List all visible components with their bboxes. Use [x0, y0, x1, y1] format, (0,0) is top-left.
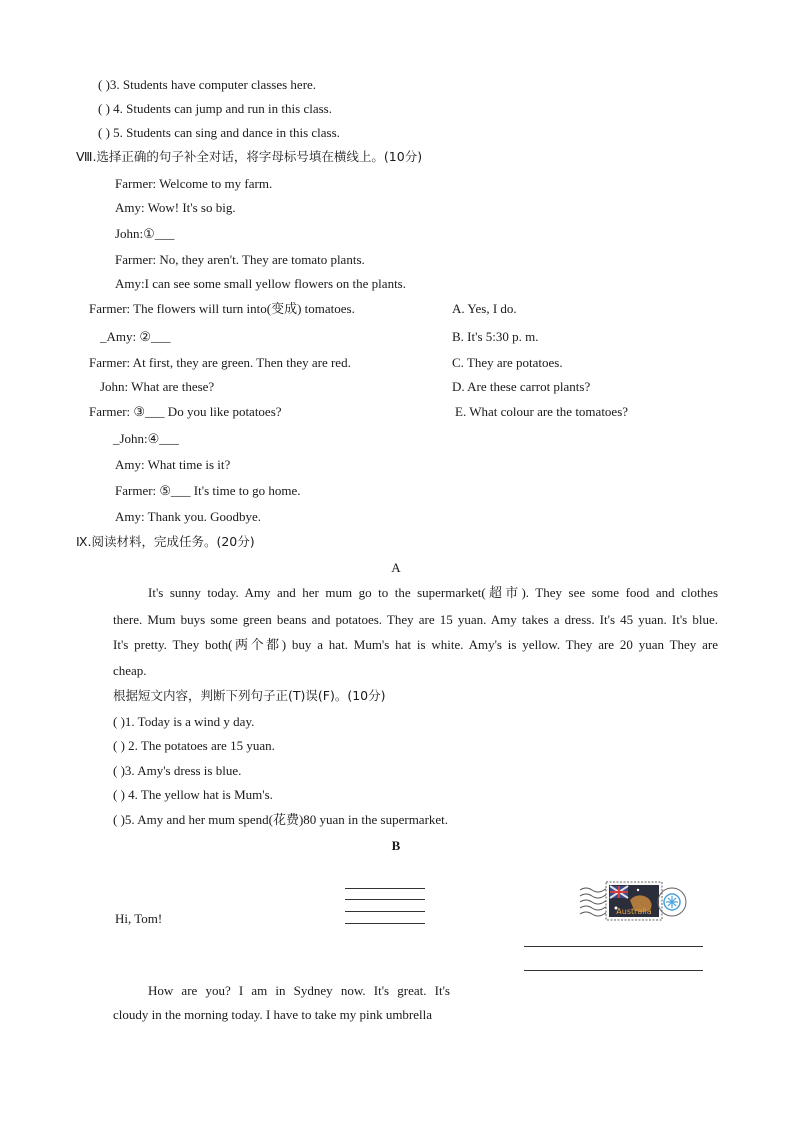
section9-heading: Ⅸ.阅读材料，完成任务。(20分)	[76, 534, 255, 549]
dialogue-line: John:①___	[115, 226, 175, 241]
option-b: B. It's 5:30 p. m.	[452, 329, 539, 344]
dialogue-line: Farmer: Welcome to my farm.	[115, 176, 273, 191]
dialogue-line: _John:④___	[113, 431, 179, 446]
tf-question-4: ( ) 4. The yellow hat is Mum's.	[113, 787, 273, 802]
dialogue-line: Farmer: At first, they are green. Then they are red.	[89, 355, 351, 370]
dialogue-line: Amy: What time is it?	[115, 457, 231, 472]
stamp-text: Australia	[616, 907, 652, 916]
dialogue-line: Amy: Thank you. Goodbye.	[115, 509, 261, 524]
option-a: A. Yes, I do.	[452, 301, 517, 316]
passage-line: It's pretty. They both(两个都) buy a hat. Mum's hat is white. Amy's is yellow. They are 20 yuan They are	[113, 637, 718, 652]
section8-heading: Ⅷ.选择正确的句子补全对话，将字母标号填在横线上。(10分)	[76, 149, 423, 164]
option-d: D. Are these carrot plants?	[452, 379, 591, 394]
option-e: E. What colour are the tomatoes?	[455, 404, 629, 419]
prev-question-4: ( ) 4. Students can jump and run in this class.	[98, 101, 332, 116]
dialogue-line: Amy:I can see some small yellow flowers on the plants.	[115, 276, 406, 291]
postcard-line	[345, 923, 425, 924]
address-line	[524, 970, 703, 971]
address-line	[524, 946, 703, 947]
letter-line: cloudy in the morning today. I have to take my pink umbrella	[113, 1007, 433, 1022]
letter-greeting: Hi, Tom!	[115, 911, 163, 926]
dialogue-line: John: What are these?	[100, 379, 215, 394]
passage-line: cheap.	[113, 663, 147, 678]
stamp-icon	[578, 878, 690, 924]
dialogue-line: Farmer: The flowers will turn into(变成) tomatoes.	[89, 301, 355, 316]
tf-question-2: ( ) 2. The potatoes are 15 yuan.	[113, 738, 275, 753]
tf-question-1: ( )1. Today is a wind y day.	[113, 714, 255, 729]
postcard-line	[345, 888, 425, 889]
passage-line: there. Mum buys some green beans and potatoes. They are 15 yuan. Amy takes a dress. It's 45 yuan. It's blue.	[113, 612, 718, 627]
option-c: C. They are potatoes.	[452, 355, 563, 370]
dialogue-line: Farmer: ③___ Do you like potatoes?	[89, 404, 282, 419]
dialogue-line: _Amy: ②___	[100, 329, 171, 344]
tf-question-3: ( )3. Amy's dress is blue.	[113, 763, 242, 778]
letter-line: How are you? I am in Sydney now. It's great. It's	[148, 983, 450, 998]
part-a-label: A	[391, 560, 401, 575]
dialogue-line: Amy: Wow! It's so big.	[115, 200, 236, 215]
postcard-line	[345, 911, 425, 912]
part-a-instruction: 根据短文内容，判断下列句子正(T)误(F)。(10分)	[113, 688, 386, 703]
prev-question-3: ( )3. Students have computer classes here.	[98, 77, 317, 92]
dialogue-line: Farmer: ⑤___ It's time to go home.	[115, 483, 301, 498]
tf-question-5: ( )5. Amy and her mum spend(花费)80 yuan in the supermarket.	[113, 812, 449, 827]
postcard-line	[345, 899, 425, 900]
dialogue-line: Farmer: No, they aren't. They are tomato plants.	[115, 252, 365, 267]
part-b-label: B	[391, 838, 401, 853]
passage-line: It's sunny today. Amy and her mum go to the supermarket(超市). They see some food and clothes	[148, 585, 718, 600]
prev-question-5: ( ) 5. Students can sing and dance in this class.	[98, 125, 340, 140]
